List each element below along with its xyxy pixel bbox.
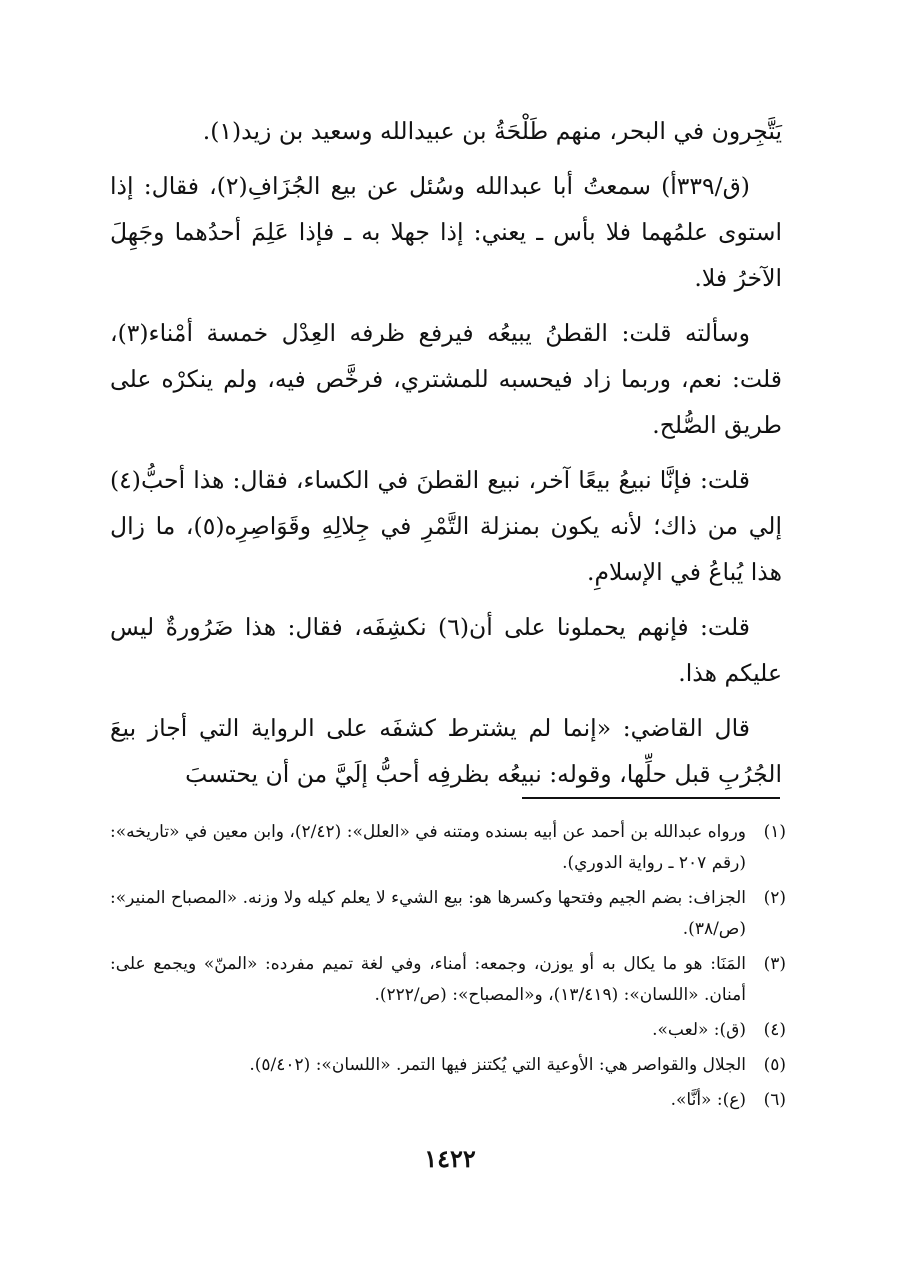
footnote-text: (ع): «أنَّا». — [670, 1090, 746, 1110]
paragraph-juzaf: (ق/٣٣٩أ) سمعتُ أبا عبدالله وسُئل عن بيع الجُزَافِ(٢)، فقال: إذا استوى علمُهما فلا بأس ـ يعني: إذا جهلا به ـ فإذا عَلِمَ أحدُهما وجَهِلَ الآخرُ فلا. — [110, 172, 782, 292]
main-text — [110, 108, 782, 806]
footnotes — [110, 817, 786, 1120]
footnote-text: المَنَا: هو ما يكال به أو يوزن، وجمعه: أمناء، وفي لغة تميم مفرده: «المنّ» ويجمع على: أمنان. «اللسان»: (١٣/٤١٩)، و«المصباح»: (ص/٢٢٢). — [110, 954, 746, 1005]
footnote-text: الجلال والقواصر هي: الأوعية التي يُكتنز فيها التمر. «اللسان»: (٥/٤٠٢). — [249, 1055, 746, 1075]
footnote-1 — [110, 817, 786, 879]
paragraph-qadi: قال القاضي: «إنما لم يشترط كشفَه على الرواية التي أجاز بيعَ الجُرُبِ قبل حلِّها، وقوله: نبيعُه بظرفِه أحبُّ إلَيَّ من أن يحتسبَ — [110, 714, 782, 788]
footnote-number: (٤) — [763, 1020, 786, 1040]
footnote-text: (ق): «لعب». — [652, 1020, 746, 1040]
page-number: ١٤٢٢ — [424, 1144, 476, 1173]
footnote-number: (٢) — [763, 888, 786, 908]
footnote-6 — [110, 1085, 786, 1116]
footnote-5 — [110, 1050, 786, 1081]
footnote-2 — [110, 883, 786, 945]
footnote-number: (١) — [763, 822, 786, 842]
footnote-text: الجزاف: بضم الجيم وفتحها وكسرها هو: بيع الشيء لا يعلم كيله ولا وزنه. «المصباح المنير»: (ص/٣٨). — [110, 888, 746, 939]
paragraph-continuation: يَتَّجِرون في البحر، منهم طَلْحَةُ بن عبيدالله وسعيد بن زيد(١). — [202, 117, 782, 145]
paragraph-uncovering: قلت: فإنهم يحملونا على أن(٦) نكشِفَه، فقال: هذا ضَرُورةٌ ليس عليكم هذا. — [110, 613, 782, 687]
footnote-3 — [110, 949, 786, 1011]
footnote-separator — [522, 797, 780, 799]
footnote-text: ورواه عبدالله بن أحمد عن أبيه بسنده ومتنه في «العلل»: (٢/٤٢)، وابن معين في «تاريخه»: (رقم ٢٠٧ ـ رواية الدوري). — [110, 822, 747, 873]
footnote-4 — [110, 1015, 786, 1046]
paragraph-cotton-weight: وسألته قلت: القطنُ يبيعُه فيرفع ظرفه العِدْل خمسة أمْناء(٣)، قلت: نعم، وربما زاد فيحسبه للمشتري، فرخَّص فيه، ولم ينكرْه على طريق الصُّلح. — [110, 319, 782, 439]
footnote-number: (٦) — [763, 1090, 786, 1110]
paragraph-cotton-in-cloth: قلت: فإنَّا نبيعُ بيعًا آخر، نبيع القطنَ في الكساء، فقال: هذا أحبُّ(٤) إلي من ذاك؛ لأنه يكون بمنزلة التَّمْرِ في جِلالِهِ وقَوَاصِرِه(٥)، ما زال هذا يُباعُ في الإسلامِ. — [110, 466, 782, 586]
footnote-number: (٥) — [763, 1055, 786, 1075]
footnote-number: (٣) — [763, 954, 786, 974]
